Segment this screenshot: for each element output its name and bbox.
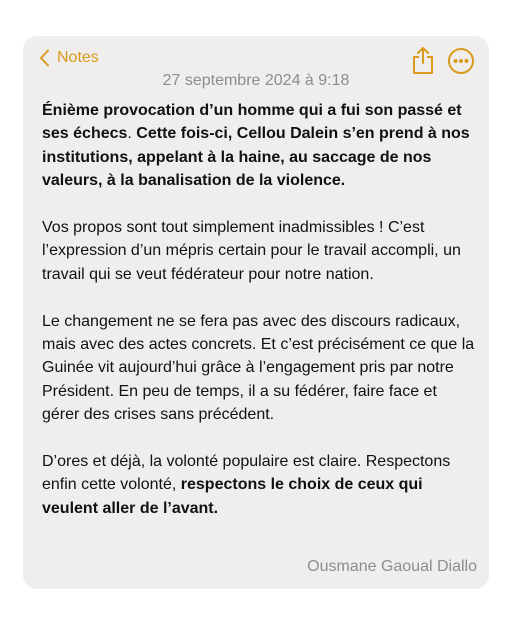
note-card: [23, 36, 489, 589]
paragraph-1-bold: Énième provocation d’un homme qui a fui son passé et ses échecs: [42, 102, 462, 143]
paragraph-4: [42, 450, 475, 520]
paragraph-1-bold-2: Cette fois-ci, Cellou Dalein s’en prend à nos institutions, appelant à la haine, au saccage de nos valeurs, à la banalisation de la violence.: [42, 125, 470, 190]
back-button[interactable]: [39, 49, 99, 67]
paragraph-1: [42, 99, 475, 193]
signature: Ousmane Gaoual Diallo: [307, 558, 477, 575]
toolbar-actions: [411, 46, 475, 75]
paragraph-3: Le changement ne se fera pas avec des discours radicaux, mais avec des actes concrets. Et c’est précisément ce que la Guinée vit aujourd’hui grâce à l’engagement pris par notre Président. En peu de temps, il a su fédérer, faire face et gérer des crises sans précédent.: [42, 312, 475, 424]
back-label: Notes: [57, 49, 99, 66]
note-date: 27 septembre 2024 à 9:18: [162, 72, 350, 89]
more-options-icon[interactable]: [447, 47, 475, 75]
note-body: [42, 99, 475, 544]
paragraph-4-bold: respectons le choix de ceux qui veulent aller de l’avant.: [42, 476, 423, 517]
paragraph-2: Vos propos sont tout simplement inadmissibles ! C’est l’expression d’un mépris certain pour le travail accompli, un travail qui se veut fédérateur pour notre nation.: [42, 219, 461, 283]
paragraph-1-dot: .: [127, 125, 132, 143]
share-icon[interactable]: [411, 46, 435, 75]
chevron-left-icon: [39, 49, 50, 67]
paragraph-4-regular: D’ores et déjà, la volonté populaire est claire. Respectons enfin cette volonté,: [42, 453, 451, 494]
